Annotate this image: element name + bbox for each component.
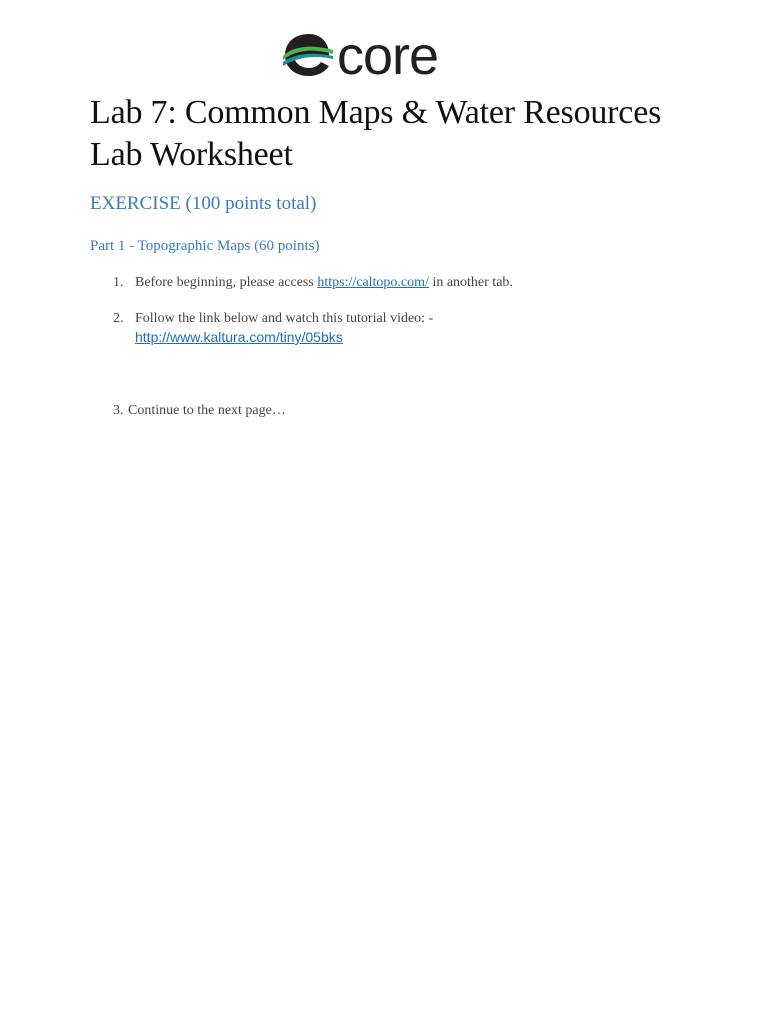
- list-item: [113, 309, 673, 349]
- list-item-number: 1.: [113, 275, 124, 290]
- list-item-number: 2.: [113, 311, 124, 326]
- list-item-text: Follow the link below and watch this tutorial video: -: [135, 311, 434, 326]
- title-line-1: Lab 7: Common Maps & Water Resources: [90, 94, 662, 131]
- list-item-text: Before beginning, please access: [135, 275, 318, 290]
- list-item: [113, 401, 673, 421]
- caltopo-link[interactable]: https://caltopo.com/: [317, 275, 429, 290]
- list-item-text: Continue to the next page…: [128, 403, 286, 418]
- list-item-body: [135, 273, 513, 292]
- kaltura-video-link[interactable]: http://www.kaltura.com/tiny/05bks: [135, 329, 343, 345]
- list-item-text-after: in another tab.: [428, 275, 513, 290]
- ecore-logo: [281, 26, 493, 82]
- exercise-heading: EXERCISE (100 points total): [90, 193, 317, 214]
- list-item-body: [135, 309, 433, 348]
- part-heading: Part 1 - Topographic Maps (60 points): [90, 238, 320, 254]
- ecore-logo-mark: [281, 26, 493, 82]
- document-title: [90, 92, 730, 176]
- list-item: [113, 273, 673, 293]
- list-item-number: 3.: [113, 403, 124, 418]
- logo-wordmark: core: [337, 26, 439, 82]
- title-line-2: Lab Worksheet: [90, 136, 293, 173]
